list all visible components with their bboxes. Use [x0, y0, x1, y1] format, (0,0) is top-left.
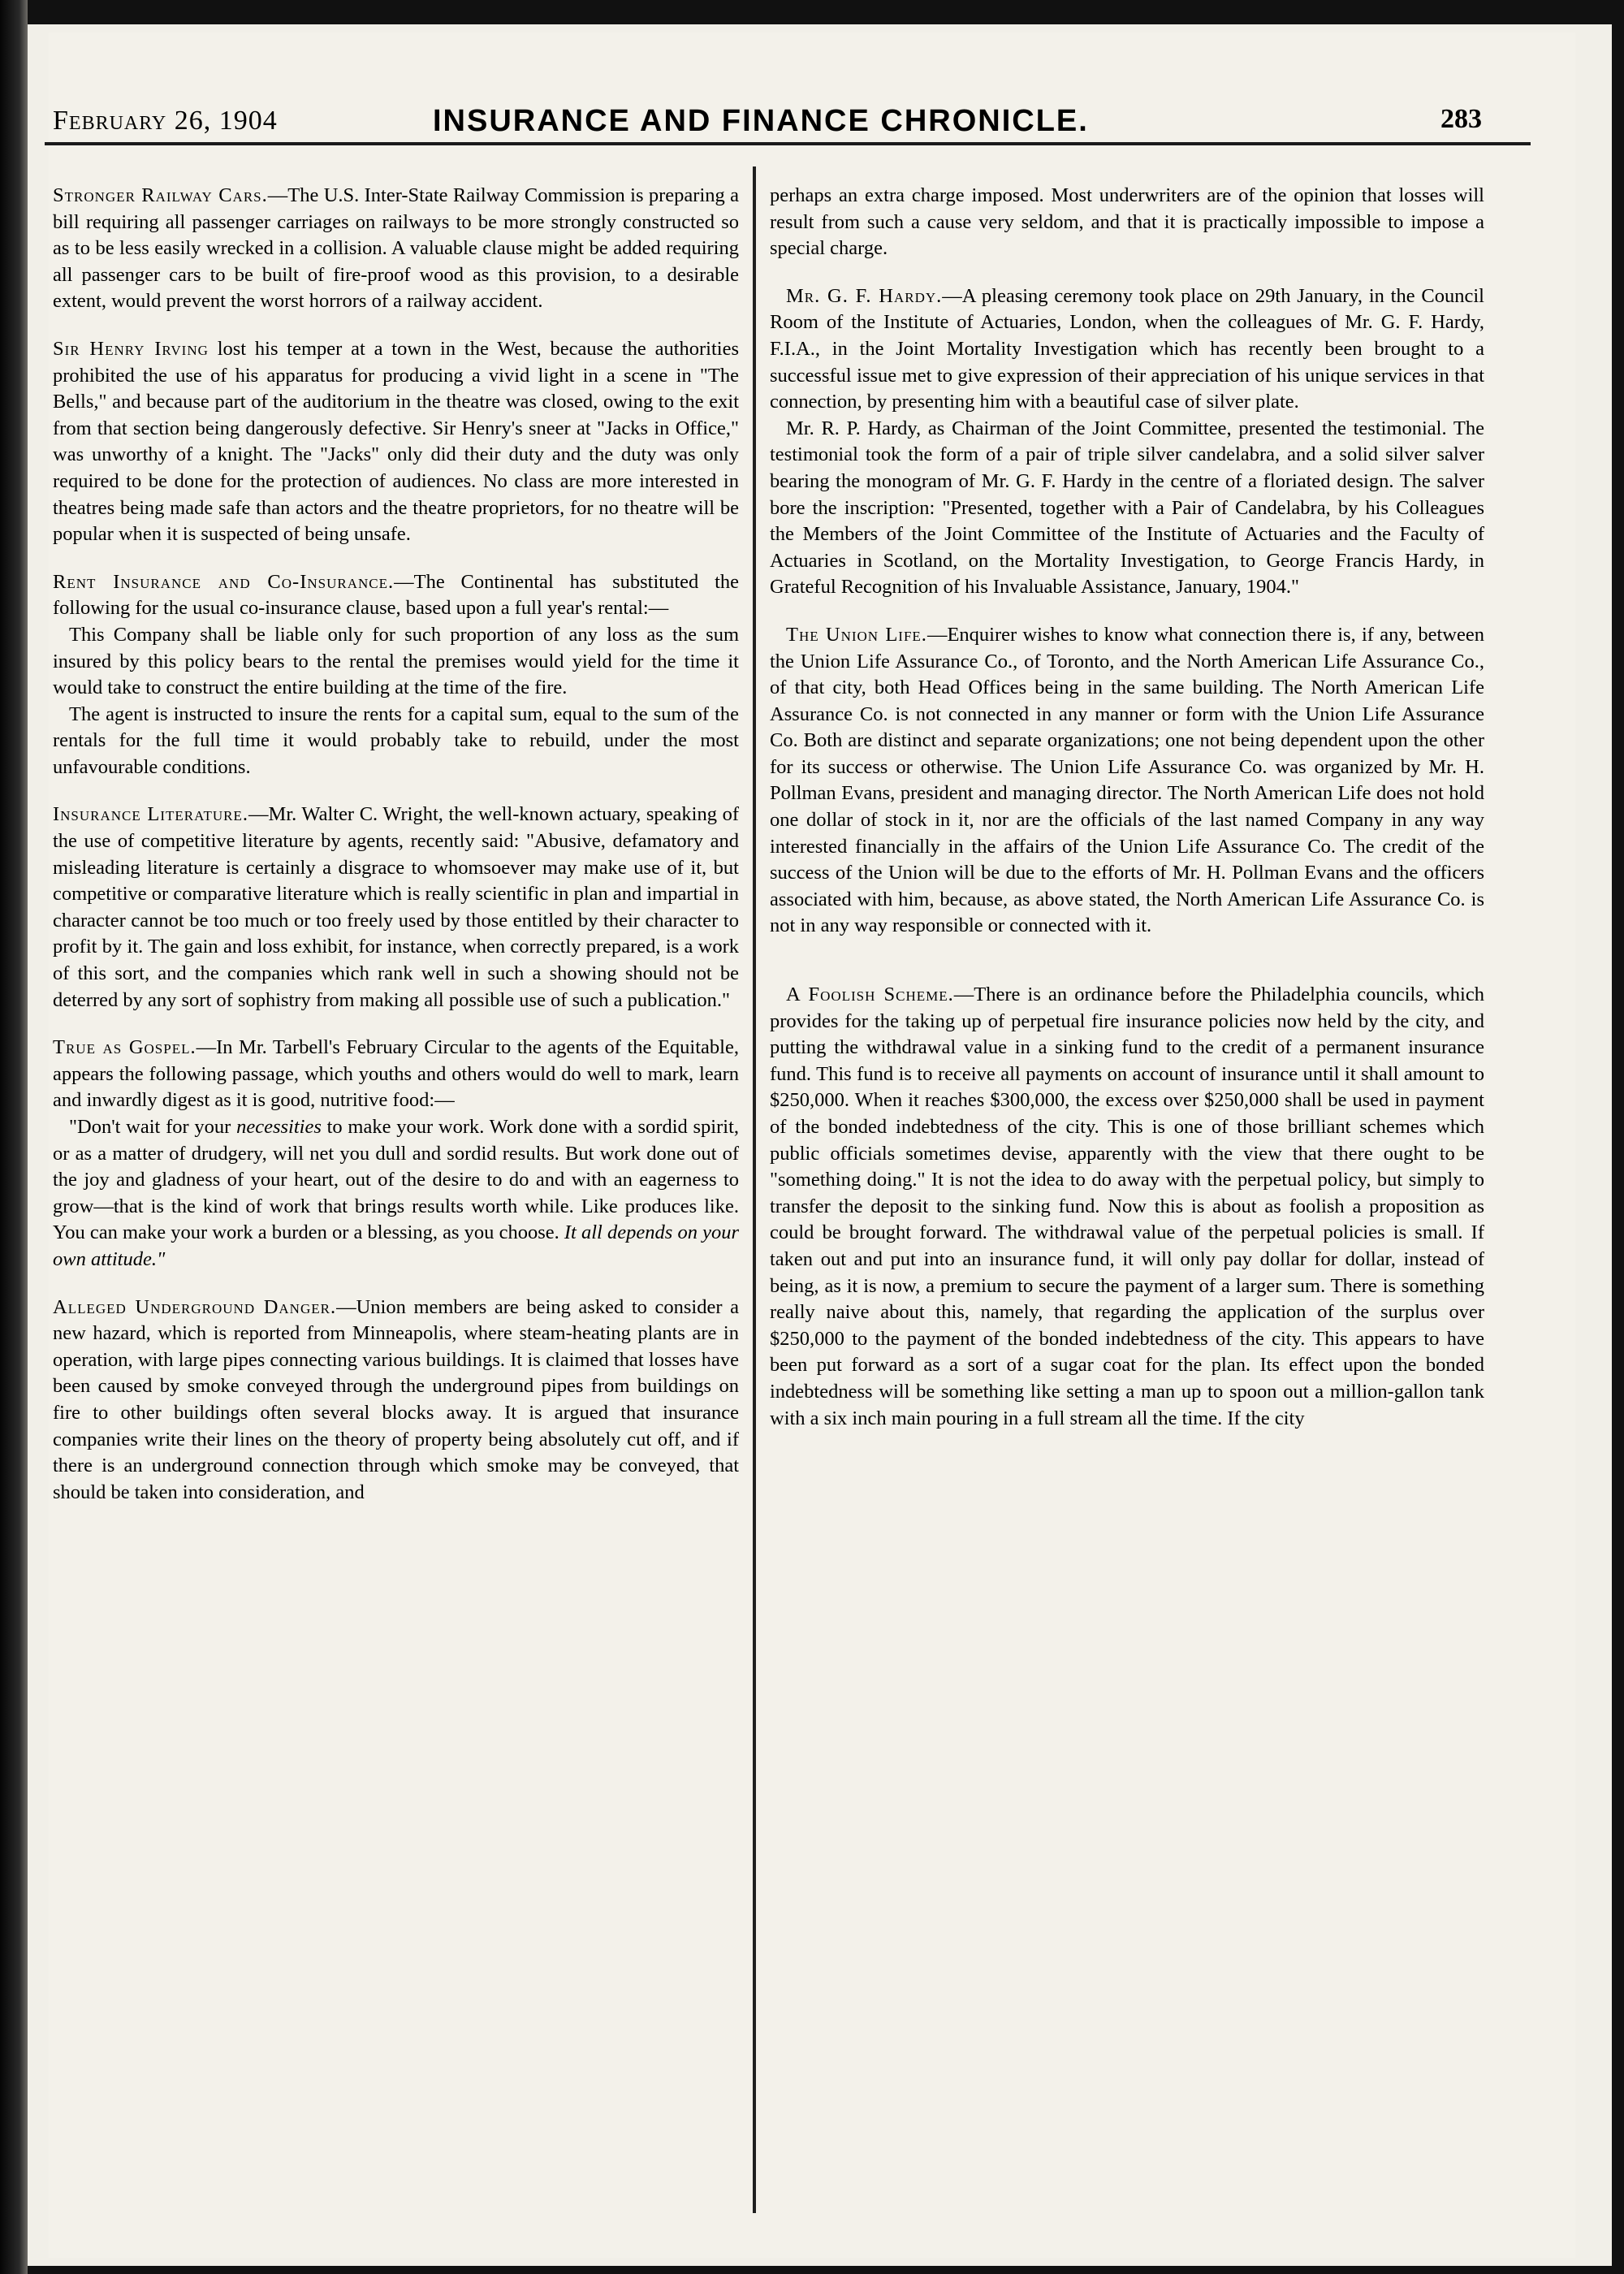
right-column — [770, 183, 1484, 1432]
article-body: —Mr. Walter C. Wright, the well-known actuary, speaking of the use of competitive literature by agents, recently said: "Abusive, defamatory and misleading literature is certainly a disgrace to whomsoever may make use of it, but competitive or comparative literature which is really scientific in plan and impartial in character cannot be too much or too freely used by those entitled by their character to profit by it. The gain and loss exhibit, for instance, when correctly prepared, is a work of this sort, and the companies which rank well in such a showing should not be deterred by any sort of sophistry from making all possible use of such a publication." — [53, 803, 739, 1011]
book-gutter — [0, 0, 28, 2274]
rent-agent-note: The agent is instructed to insure the rents for a capital sum, equal to the sum of the rentals for the full time it would probably take to rebuild, under the most unfavourable conditions. — [53, 703, 739, 778]
left-column — [53, 183, 739, 1506]
quote-start: "Don't wait for your — [69, 1116, 237, 1138]
article-literature — [53, 802, 739, 1014]
article-gospel — [53, 1035, 739, 1114]
article-rent — [53, 569, 739, 622]
continuation-text: perhaps an extra charge imposed. Most underwriters are of the opinion that losses will result from such a cause very seldom, and that it is practically impossible to impose a special charge. — [770, 184, 1484, 260]
article-railway — [53, 183, 739, 315]
article-heading: Sir Henry Irving — [53, 337, 209, 360]
article-heading: The Union Life. — [786, 623, 927, 646]
page-header — [53, 81, 1514, 146]
header-date: February 26, 1904 — [53, 106, 278, 136]
page-number: 283 — [1440, 104, 1482, 134]
article-hardy — [770, 283, 1484, 416]
article-body: —There is an ordinance before the Philadelphia councils, which provides for the taking up of perpetual fire insurance policies now held by the city, and putting the withdrawal value in a sinking fund to the credit of a permanent insurance fund. This fund is to receive all payments on account of insurance until it shall amount to $250,000. When it reaches $300,000, the excess over $250,000 shall be used in payment of the bonded indebtedness of the city. This is one of those brilliant schemes which public officials sometimes devise, apparently with the view that there ought to be "something doing." It is not the idea to do away with the perpetual policy, but simply to transfer the deposit to the sinking fund. Now this is about as foolish a proposition as could be brought forward. The withdrawal value of the perpetual policies is small. If taken out and put into an insurance fund, it will only pay dollar for dollar, instead of being, as it is now, a premium to secure the payment of a larger sum. There is something really naive about this, namely, that regarding the application of the surplus over $250,000 to the payment of the bonded indebtedness of the city. This appears to have been put forward as a sort of a sugar coat for the plan. Its effect upon the bonded indebtedness will be something like setting a man up to spoon out a million-gallon tank with a six inch main pouring in a full stream all the time. If the city — [770, 984, 1484, 1429]
article-heading: Insurance Literature. — [53, 803, 249, 826]
article-heading: Stronger Railway Cars. — [53, 184, 268, 206]
header-rule — [45, 142, 1531, 145]
hardy-testimonial: Mr. R. P. Hardy, as Chairman of the Joint Committee, presented the testimonial. The testimonial took the form of a pair of triple silver candelabra, and a solid silver salver bearing the monogram of Mr. G. F. Hardy in the centre of a floriated design. The salver bore the inscription: "Presented, together with a Pair of Candelabra, by his Colleagues the Members of the Joint Committee of the Institute of Actuaries and the Faculty of Actuaries in Scotland, on the Mortality Investigation, to George Francis Hardy, in Grateful Recognition of his Invaluable Assistance, January, 1904." — [770, 417, 1484, 599]
article-body: —Union members are being asked to consider a new hazard, which is reported from Minneapolis, where steam-heating plants are in operation, with large pipes connecting various buildings. It is claimed that losses have been caused by smoke conveyed through the underground pipes from buildings on fire to other buildings often several blocks away. It is argued that insurance companies write their lines on the theory of property being absolutely cut off, and if there is an underground connection through which smoke may be conveyed, that should be taken into consideration, and — [53, 1295, 739, 1503]
article-heading: Mr. G. F. Hardy. — [786, 284, 943, 307]
gospel-quote — [53, 1114, 739, 1273]
article-body: —The Continental has substituted the following for the usual co-insurance clause, based upon a full year's rental:— — [53, 570, 740, 620]
article-body: —Enquirer wishes to know what connection there is, if any, between the Union Life Assurance Co., of Toronto, and the North American Life Assurance Co., of that city, both Head Offices being in the same building. The North American Life Assurance Co. is not connected in any manner or form with the Union Life Assurance Co. Both are distinct and separate organizations; one not being dependent upon the other for its success or otherwise. The Union Life Assurance Co. was organized by Mr. H. Pollman Evans, president and managing director. The North American Life does not hold one dollar of stock in it, nor are the officials of the last named Company in any way interested financially in the affairs of the Union Life Assurance Co. The credit of the success of the Union will be due to the efforts of Mr. H. Pollman Evans and the officers associated with him, because, as above stated, the North American Life Assurance Co. is not in any way responsible or connected with it. — [770, 623, 1484, 937]
article-body: —In Mr. Tarbell's February Circular to the agents of the Equitable, appears the following passage, which youths and others would do well to mark, learn and inwardly digest as it is good, nutritive food:— — [53, 1036, 739, 1112]
article-body: —The U.S. Inter-State Railway Commission is preparing a bill requiring all passenger carriages on railways to be more strongly constructed so as to be less easily wrecked in a collision. A valuable clause might be added requiring all passenger cars to be built of fire-proof wood as this provision, to a desirable extent, would prevent the worst horrors of a railway accident. — [53, 184, 739, 313]
article-body: lost his temper at a town in the West, because the authorities prohibited the use of his apparatus for producing a vivid light in a scene in "The Bells," and because part of the auditorium in the theatre was closed, owing to the exit from that section being dangerously defective. Sir Henry's sneer at "Jacks in Office," was unworthy of a knight. The "Jacks" only did their duty and the duty was only required to be done for the protection of audiences. No class are more interested in theatres being made safe than actors and the theatre proprietors, for no theatre will be popular when it is suspected of being unsafe. — [53, 337, 739, 546]
article-underground — [53, 1295, 739, 1507]
article-heading: Alleged Underground Danger. — [53, 1295, 337, 1318]
article-irving — [53, 336, 739, 548]
article-heading: True as Gospel. — [53, 1036, 197, 1059]
header-title: INSURANCE AND FINANCE CHRONICLE. — [433, 104, 1089, 138]
article-union-life — [770, 622, 1484, 940]
quote-italic: necessities — [236, 1116, 322, 1138]
rent-clause: This Company shall be liable only for such proportion of any loss as the sum insured by this policy bears to the rental the premises would yield for the time it would take to construct the entire building at the time of the fire. — [53, 623, 739, 699]
quote-end-italic: It all depends on your own attitude." — [53, 1221, 739, 1270]
article-heading: A Foolish Scheme. — [786, 984, 954, 1006]
quote-rest: to make your work. Work done with a sordid spirit, or as a matter of drudgery, will net you dull and sordid results. But work done out of the joy and gladness of your heart, out of the desire to do and with an eagerness to grow—that is the kind of work that brings results worth while. Like produces like. You can make your work a burden or a blessing, as you choose. — [53, 1116, 740, 1244]
column-divider — [753, 166, 756, 2213]
article-body: —A pleasing ceremony took place on 29th January, in the Council Room of the Institute of Actuaries, London, when the colleagues of Mr. G. F. Hardy, F.I.A., in the Joint Mortality Investigation which has recently been brought to a successful issue met to give expression of their appreciation of his unique services in that connection, by presenting him with a beautiful case of silver plate. — [770, 284, 1484, 413]
article-foolish-scheme — [770, 982, 1484, 1432]
article-heading: Rent Insurance and Co-Insurance. — [53, 570, 395, 593]
